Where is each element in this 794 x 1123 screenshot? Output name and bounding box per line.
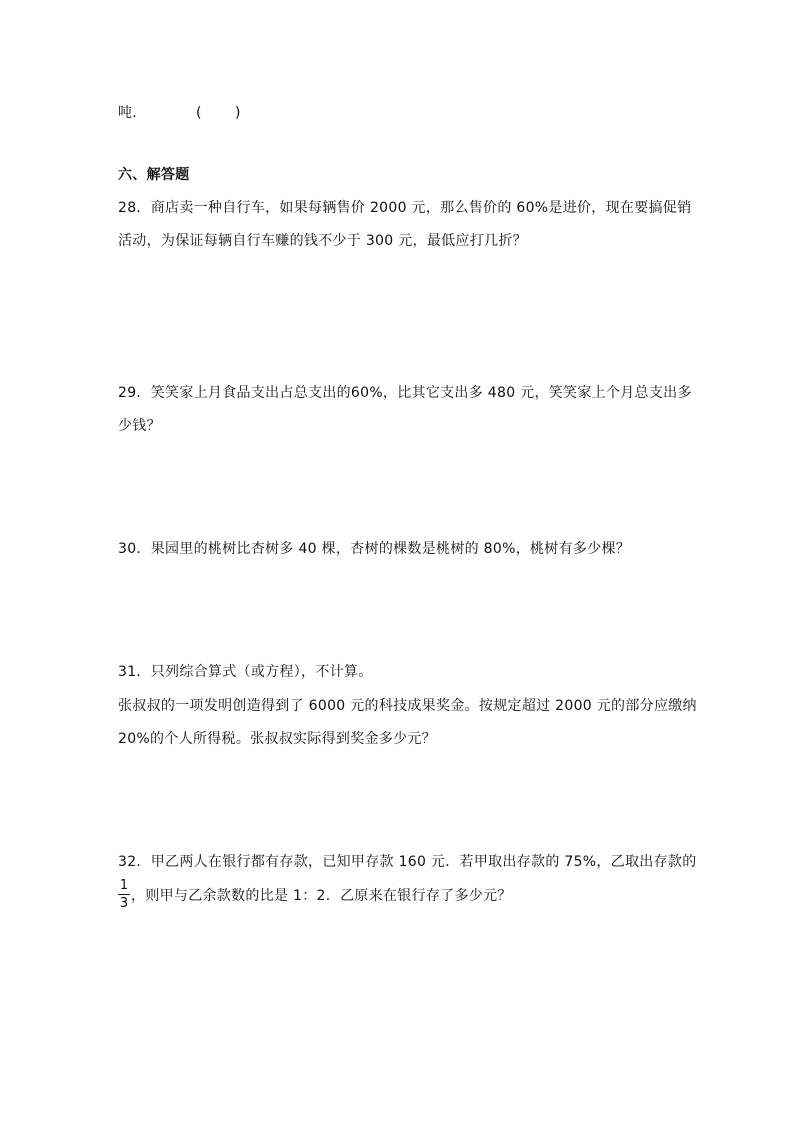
question-32-line-2: ，则甲与乙余款数的比是 1：2．乙原来在银行存了多少元？ (131, 888, 512, 904)
question-31-line-2: 张叔叔的一项发明创造得到了 6000 元的科技成果奖金。按规定超过 2000 元的部分应缴纳 (118, 698, 697, 714)
fraction-numerator: 1 (119, 878, 129, 893)
carry-over-text: 吨． (118, 105, 147, 121)
question-30-line-1: 30．果园里的桃树比杏树多 40 棵，杏树的棵数是桃树的 80%，桃树有多少棵？ (118, 541, 631, 557)
answer-paren-close: ) (235, 105, 241, 121)
fraction-bar (118, 894, 130, 895)
fraction-denominator: 3 (119, 896, 129, 911)
question-32-line-1: 32．甲乙两人在银行都有存款，已知甲存款 160 元．若甲取出存款的 75%，乙取出存款的 (118, 854, 697, 870)
question-29-line-2: 少钱？ (118, 418, 161, 434)
fraction-one-third (118, 878, 130, 911)
section-title: 六、解答题 (118, 167, 190, 183)
question-28-line-2: 活动，为保证每辆自行车赚的钱不少于 300 元，最低应打几折？ (118, 233, 527, 249)
question-31-line-1: 31．只列综合算式（或方程），不计算。 (118, 664, 373, 680)
answer-paren-open: ( (196, 105, 202, 121)
question-31-line-3: 20%的个人所得税。张叔叔实际得到奖金多少元？ (118, 731, 437, 747)
question-29-line-1: 29．笑笑家上月食品支出占总支出的60%，比其它支出多 480 元，笑笑家上个月总支出多 (118, 385, 692, 401)
question-28-line-1: 28．商店卖一种自行车，如果每辆售价 2000 元，那么售价的 60%是进价，现在要搞促销 (118, 200, 692, 216)
